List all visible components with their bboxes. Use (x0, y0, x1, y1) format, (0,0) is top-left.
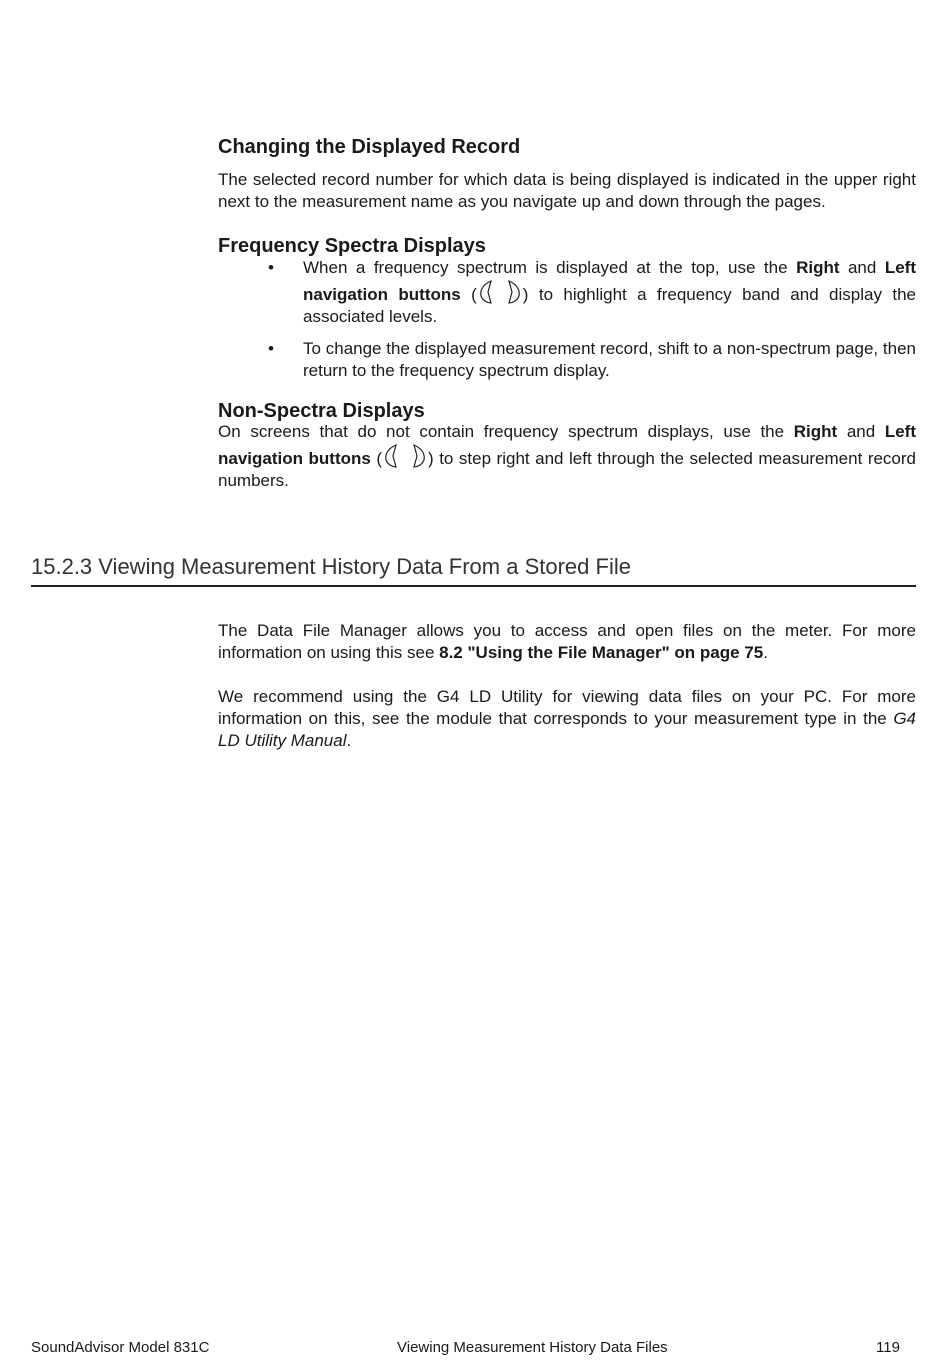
bullet-icon: • (268, 258, 274, 277)
footer-chapter-title: Viewing Measurement History Data Files (397, 1339, 668, 1356)
left-right-navigation-buttons-icon (382, 443, 428, 469)
heading-changing-displayed-record: Changing the Displayed Record (218, 136, 521, 158)
list-item: • When a frequency spectrum is displayed at the top, use the Right and Left navigation buttons ( ) to highlight a frequency band and display the associated levels. (268, 258, 917, 326)
list-item: • To change the displayed measurement record, shift to a non-spectrum page, then return to the frequency spectrum display. (268, 339, 916, 380)
file-manager-link[interactable]: 8.2 "Using the File Manager" on page 75 (439, 643, 764, 662)
heading-non-spectra-displays: Non-Spectra Displays (218, 400, 425, 422)
heading-frequency-spectra-displays: Frequency Spectra Displays (218, 235, 486, 257)
non-spectra-paragraph: On screens that do not contain frequency spectrum displays, use the Right and Left navigation buttons ( ) to step right and left through the selected measurement record numbers. (218, 422, 917, 490)
g4-manual-title: G4 LD Utility Manual (218, 709, 916, 750)
section-heading-15-2-3: 15.2.3 Viewing Measurement History Data From a Stored File (31, 553, 916, 587)
frequency-spectra-list (218, 257, 916, 392)
g4-utility-paragraph: We recommend using the G4 LD Utility for viewing data files on your PC. For more information on this, see the module that corresponds to your measurement type in the G4 LD Utility Manual. (218, 687, 916, 750)
left-right-navigation-buttons-icon (477, 279, 523, 305)
footer-product-name: SoundAdvisor Model 831C (31, 1339, 210, 1356)
bullet-icon: • (268, 339, 274, 358)
changing-record-text: The selected record number for which data is being displayed is indicated in the upper right next to the measurement name as you navigate up and down through the pages. (218, 170, 916, 211)
changing-record-paragraph (218, 169, 916, 213)
data-file-manager-paragraph: The Data File Manager allows you to access and open files on the meter. For more information on using this see 8.2 "Using the File Manager" on page 75. (218, 621, 916, 662)
footer-page-number: 119 (876, 1339, 900, 1356)
